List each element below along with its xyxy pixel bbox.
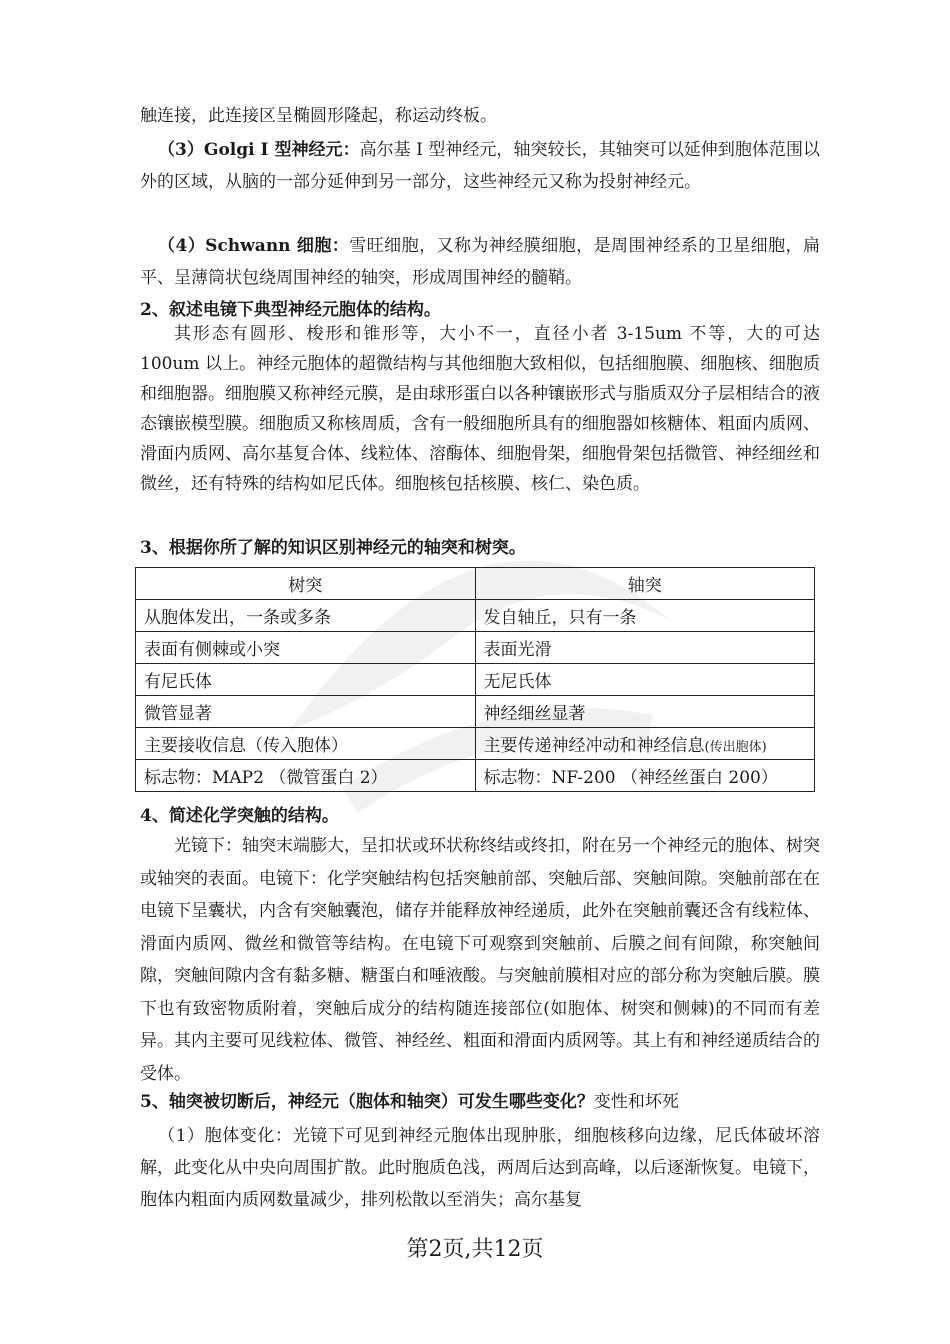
question-5-heading — [140, 1086, 820, 1118]
table-row — [136, 696, 815, 728]
table-cell — [475, 728, 815, 760]
table-cell: 有尼氏体 — [136, 664, 476, 696]
question-3-heading: 3、根据你所了解的知识区别神经元的轴突和树突。 — [140, 538, 526, 558]
question-2-heading: 2、叙述电镜下典型神经元胞体的结构。 — [140, 300, 441, 320]
table-header-axon: 轴突 — [475, 568, 815, 600]
table-cell: 发自轴丘，只有一条 — [475, 600, 815, 632]
paragraph-motor-endplate: 触连接，此连接区呈椭圆形隆起，称运动终板。 — [140, 106, 497, 126]
table-cell: 主要接收信息（传入胞体） — [136, 728, 476, 760]
schwann-text: 雪旺细胞，又称为神经膜细胞，是周围神经系的卫星细胞，扁平、呈薄筒状包绕周围神经的轴突，形成周围神经的髓鞘。 — [140, 236, 820, 288]
question-5-answer: （1）胞体变化：光镜下可见到神经元胞体出现肿胀，细胞核移向边缘，尼氏体破坏溶解，此变化从中央向周围扩散。此时胞质色浅，两周后达到高峰，以后逐渐恢复。电镜下，胞体内粗面内质网数量减少，排列松散以至消失；高尔基复 — [140, 1126, 820, 1210]
table-cell: 标志物：NF-200 （神经丝蛋白 200） — [475, 760, 815, 792]
question-5-answer-short: 变性和坏死 — [593, 1092, 679, 1112]
page-number-footer: 第2页,共12页 — [406, 1237, 544, 1262]
schwann-heading: （4）Schwann 细胞： — [158, 236, 350, 256]
table-header-row — [136, 568, 815, 600]
golgi-heading: （3）Golgi I 型神经元： — [158, 140, 360, 160]
table-header-dendrite: 树突 — [136, 568, 476, 600]
table-cell-note: (传出胞体) — [704, 740, 767, 755]
question-5-text: 5、轴突被切断后，神经元（胞体和轴突）可发生哪些变化？ — [140, 1092, 594, 1112]
table-cell: 微管显著 — [136, 696, 476, 728]
table-cell: 无尼氏体 — [475, 664, 815, 696]
table-cell: 标志物：MAP2 （微管蛋白 2） — [136, 760, 476, 792]
table-row — [136, 600, 815, 632]
table-row — [136, 760, 815, 792]
question-2-answer: 其形态有圆形、梭形和锥形等，大小不一，直径小者 3-15um 不等，大的可达 100um 以上。神经元胞体的超微结构与其他细胞大致相似，包括细胞膜、细胞核、细胞质和细胞器。细胞膜又称神经元膜，是由球形蛋白以各种镶嵌形式与脂质双分子层相结合的液态镶嵌模型膜。细胞质又称核周质，含有一般细胞所具有的细胞器如核糖体、粗面内质网、滑面内质网、高尔基复合体、线粒体、溶酶体、细胞骨架，细胞骨架包括微管、神经细丝和微丝，还有特殊的结构如尼氏体。细胞核包括核膜、核仁、染色质。 — [140, 324, 820, 494]
table-cell: 神经细丝显著 — [475, 696, 815, 728]
dendrite-axon-comparison-table — [135, 567, 815, 792]
table-cell-text: 主要传递神经冲动和神经信息 — [483, 736, 705, 756]
golgi-text: 高尔基 I 型神经元，轴突较长，其轴突可以延伸到胞体范围以外的区域，从脑的一部分延伸到另一部分，这些神经元又称为投射神经元。 — [140, 140, 820, 192]
table-cell: 从胞体发出，一条或多条 — [136, 600, 476, 632]
paragraph-schwann-cell — [140, 230, 820, 294]
table-row — [136, 664, 815, 696]
question-4-answer: 光镜下：轴突末端膨大，呈扣状或环状称终结或终扣，附在另一个神经元的胞体、树突或轴突的表面。电镜下：化学突触结构包括突触前部、突触后部、突触间隙。突触前部在在电镜下呈囊状，内含有突触囊泡，储存并能释放神经递质，此外在突触前囊还含有线粒体、滑面内质网、微丝和微管等结构。在电镜下可观察到突触前、后膜之间有间隙，称突触间隙，突触间隙内含有黏多糖、糖蛋白和唾液酸。与突触前膜相对应的部分称为突触后膜。膜下也有致密物质附着，突触后成分的结构随连接部位(如胞体、树突和侧棘)的不同而有差异。其内主要可见线粒体、微管、神经丝、粗面和滑面内质网等。其上有和神经递质结合的受体。 — [140, 836, 820, 1084]
table-row — [136, 728, 815, 760]
table-cell: 表面光滑 — [475, 632, 815, 664]
table-row — [136, 632, 815, 664]
paragraph-golgi-neuron — [140, 134, 820, 198]
table-cell: 表面有侧棘或小突 — [136, 632, 476, 664]
question-4-heading: 4、简述化学突触的结构。 — [140, 806, 339, 826]
